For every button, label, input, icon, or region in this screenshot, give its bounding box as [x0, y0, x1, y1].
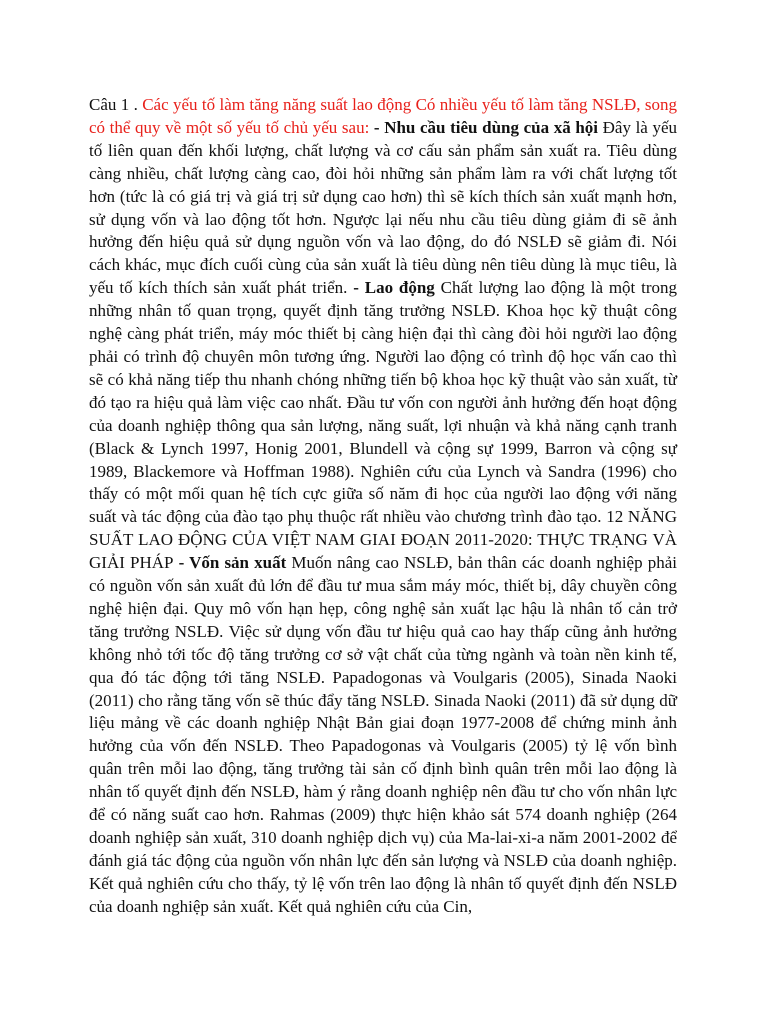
heading-consumer-demand: - Nhu cầu tiêu dùng của xã hội — [369, 117, 599, 137]
question-title: Các yếu tố làm tăng năng suất lao động Có nhiều yếu tố làm tăng NSLĐ, song có thể quy về một số yếu tố chủ yếu sau: — [89, 95, 677, 137]
document-body — [89, 94, 677, 919]
heading-production-capital: - Vốn sản xuất — [173, 553, 287, 573]
heading-labor: - Lao động — [347, 278, 435, 298]
question-label: Câu 1 . — [89, 95, 143, 114]
paragraph-production-capital: Muốn nâng cao NSLĐ, bản thân các doanh nghiệp phải có nguồn vốn sản xuất đủ lớn để đầu tư mua sắm máy móc, thiết bị, dây chuyền công nghệ hiện đại. Quy mô vốn hạn hẹp, công nghệ sản xuất lạc hậu là nhân tố cản trở tăng trưởng NSLĐ. Việc sử dụng vốn đầu tư hiệu quả cao hay thấp cũng ảnh hưởng không nhỏ tới tốc độ tăng trưởng cơ sở vật chất của từng ngành và toàn nền kinh tế, qua đó tác động tới tăng NSLĐ. Papadogonas và Voulgaris (2005), Sinada Naoki (2011) cho rằng tăng vốn sẽ thúc đẩy tăng NSLĐ. Sinada Naoki (2011) đã sử dụng dữ liệu mảng về các doanh nghiệp Nhật Bản giai đoạn 1977-2008 để chứng minh ảnh hưởng của vốn đến NSLĐ. Theo Papadogonas và Voulgaris (2005) tỷ lệ vốn bình quân trên mỗi lao động, tăng trưởng tài sản cố định bình quân trên mỗi lao động là nhân tố quyết định đến NSLĐ, hàm ý rằng doanh nghiệp nên đầu tư cho vốn nhân lực để có năng suất cao hơn. Rahmas (2009) thực hiện khảo sát 574 doanh nghiệp (264 doanh nghiệp sản xuất, 310 doanh nghiệp dịch vụ) của Ma-lai-xi-a năm 2001-2002 để đánh giá tác động của nguồn vốn nhân lực đến sản lượng và NSLĐ của doanh nghiệp. Kết quả nghiên cứu cho thấy, tỷ lệ vốn trên lao động là nhân tố quyết định đến NSLĐ của doanh nghiệp sản xuất. Kết quả nghiên cứu của Cin, — [89, 553, 677, 916]
paragraph-labor: Chất lượng lao động là một trong những nhân tố quan trọng, quyết định tăng trưởng NSLĐ. Khoa học kỹ thuật công nghệ càng phát triển, máy móc thiết bị càng hiện đại thì càng đòi hỏi người lao động phải có trình độ chuyên môn tương ứng. Người lao động có trình độ học vấn cao thì sẽ có khả năng tiếp thu nhanh chóng những tiến bộ khoa học kỹ thuật vào sản xuất, từ đó tạo ra hiệu quả làm việc cao nhất. Đầu tư vốn con người ảnh hưởng đến hoạt động của doanh nghiệp thông qua sản lượng, năng suất, lợi nhuận và khả năng cạnh tranh (Black & Lynch 1997, Honig 2001, Blundell và cộng sự 1999, Barron và cộng sự 1989, Blackemore và Hoffman 1988). Nghiên cứu của Lynch và Sandra (1996) cho thấy có một mối quan hệ tích cực giữa số năm đi học của người lao động với năng suất và tác động của đào tạo phụ thuộc rất nhiều vào chương trình đào tạo. 12 NĂNG SUẤT LAO ĐỘNG CỦA VIỆT NAM GIAI ĐOẠN 2011-2020: THỰC TRẠNG VÀ GIẢI PHÁP — [89, 278, 677, 573]
paragraph-consumer-demand: Đây là yếu tố liên quan đến khối lượng, chất lượng và cơ cấu sản phẩm sản xuất ra. Tiêu dùng càng nhiều, chất lượng càng cao, đòi hỏi những sản phẩm làm ra với chất lượng tốt hơn (tức là có giá trị và giá trị sử dụng cao hơn) thì sẽ kích thích sản xuất mạnh hơn, sử dụng vốn và lao động tốt hơn. Ngược lại nếu nhu cầu tiêu dùng giảm đi sẽ ảnh hưởng đến hiệu quả sử dụng nguồn vốn và lao động, do đó NSLĐ sẽ giảm đi. Nói cách khác, mục đích cuối cùng của sản xuất là tiêu dùng nên tiêu dùng là mục tiêu, là yếu tố kích thích sản xuất phát triển. — [89, 117, 677, 298]
